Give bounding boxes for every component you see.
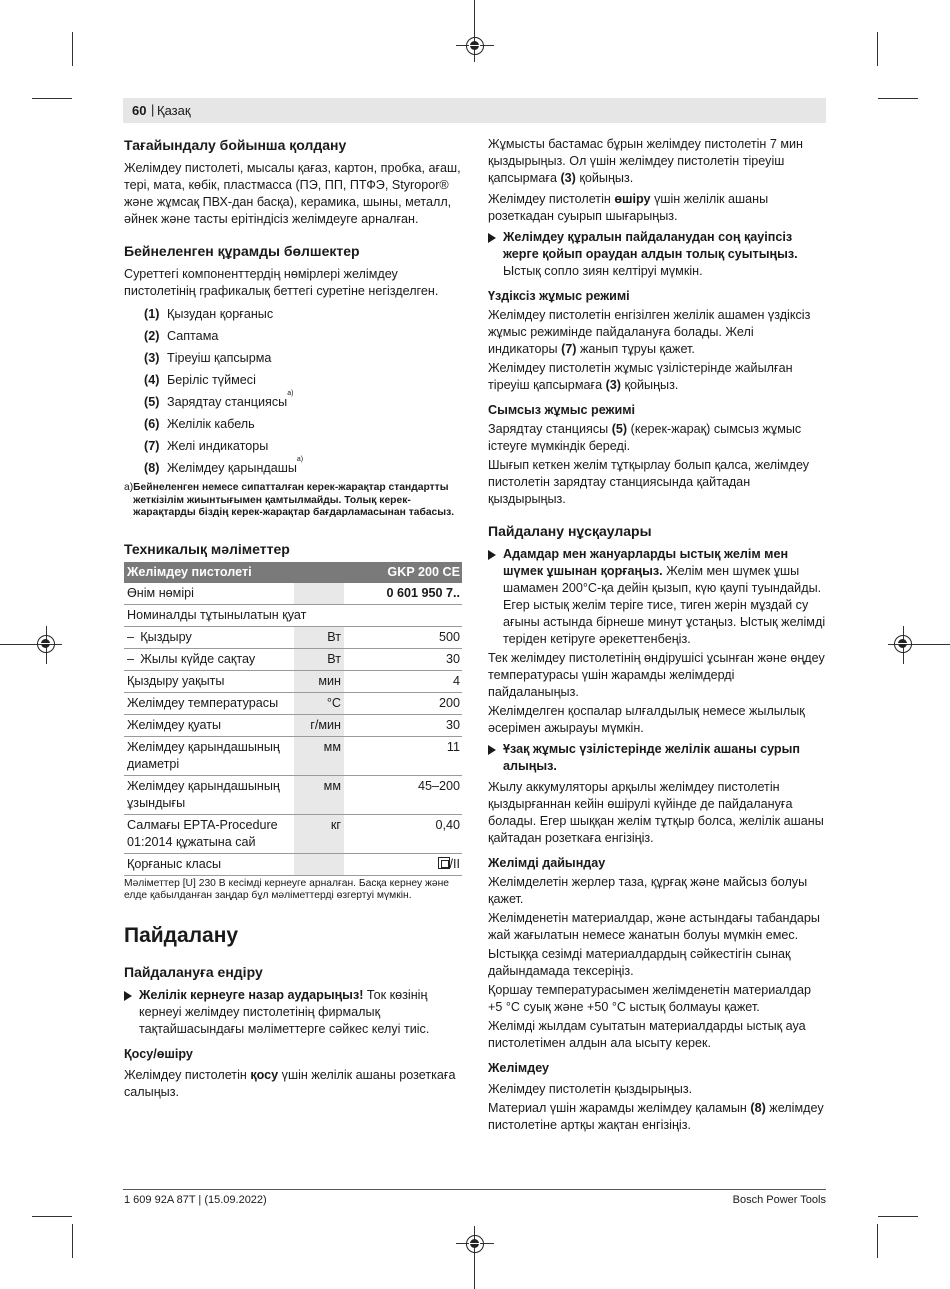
warning-triangle-icon bbox=[124, 991, 132, 1001]
list-item: (4) Беріліс түймесі bbox=[144, 373, 256, 387]
instructions-text-3: Жылу аккумуляторы арқылы желімдеу пистолетін қыздырғаннан кейін өшірулі күйінде де пайдалануға болады. Егер шыққан желім тұтқыр болса, желілік ашаны қайтадан розеткаға енгізіңіз. bbox=[488, 780, 824, 845]
wireless-text-1: Зарядтау станциясы (5) (керек-жарақ) сымсыз жұмыс істеуге мүмкіндік береді. bbox=[488, 422, 802, 453]
table-row: Желімдеу қарындашының диаметрі мм 11 bbox=[124, 736, 462, 775]
table-row: Желімдеу температурасы °C 200 bbox=[124, 692, 462, 714]
list-item: (6) Желілік кабель bbox=[144, 417, 255, 431]
components-footnote: a) Бейнеленген немесе сипатталған керек-жарақтар стандартты жеткізілім жиынтығымен қамтылмайды. Толық керек-жарақтарды біздің керек-жарақтар бағдарламасынан табасыз. bbox=[124, 482, 455, 518]
warning-triangle-icon bbox=[488, 233, 496, 243]
footer-rule bbox=[123, 1189, 826, 1190]
components-title: Бейнеленген құрамды бөлшектер bbox=[124, 243, 360, 259]
header-language: Қазақ bbox=[157, 103, 191, 118]
registration-mark-bottom bbox=[466, 1235, 484, 1253]
unplug-warning: Ұзақ жұмыс үзілістерінде желілік ашаны сурып алыңыз. bbox=[488, 741, 826, 775]
warning-triangle-icon bbox=[488, 745, 496, 755]
tech-note: Мәліметтер [U] 230 В кесімді кернеуге арналған. Басқа кернеу және елде қабылданған заңдар бұл мәліметтерді өзгертуі мүмкін. bbox=[124, 877, 450, 901]
onoff-text: Желімдеу пистолетін қосу үшін желілік ашаны розеткаға салыңыз. bbox=[124, 1067, 456, 1099]
table-row: Қыздыру уақыты мин 4 bbox=[124, 670, 462, 692]
list-item: (3) Тіреуіш қапсырма bbox=[144, 351, 272, 365]
table-row: – Қыздыру Вт 500 bbox=[124, 626, 462, 648]
purpose-text: Желімдеу пистолеті, мысалы қағаз, картон, пробка, ағаш, тері, мата, көбік, пластмасса (ПЭ, ПП, ПТФЭ, Styropor® және жұмсақ ПВХ-дан басқа), керамика, шыны, металл, әйнек және тасты ерітіндісіз желімдеуге арналған. bbox=[124, 161, 461, 226]
tech-table bbox=[124, 562, 462, 876]
table-row: – Жылы күйде сақтау Вт 30 bbox=[124, 648, 462, 670]
list-item: (5) Зарядтау станциясы a) bbox=[144, 390, 294, 409]
page-number: 60 bbox=[132, 103, 147, 118]
header-separator: | bbox=[151, 102, 155, 117]
preheat-text: Жұмысты бастамас бұрын желімдеу пистолетін 7 мин қыздырыңыз. Ол үшін желімдеу пистолетін тіреуіш қапсырмаға (3) қойыңыз. bbox=[488, 137, 804, 185]
cooling-warning: Желімдеу құралын пайдаланудан соң қауіпсіз жерге қойып ораудан алдын толық суытыңыз. Ыстық сопло зиян келтіруі мүмкін. bbox=[488, 229, 826, 280]
list-item: (2) Саптама bbox=[144, 329, 219, 343]
usage-title: Пайдалану bbox=[124, 923, 239, 947]
footer-brand: Bosch Power Tools bbox=[732, 1194, 826, 1206]
list-item: (1) Қызудан қорғаныс bbox=[144, 307, 274, 321]
table-row: Номиналды тұтынылатын қуат bbox=[124, 604, 462, 626]
list-item: (7) Желі индикаторы bbox=[144, 439, 269, 453]
continuous-title: Үздіксіз жұмыс режимі bbox=[488, 289, 630, 303]
gluing-text-1: Желімдеу пистолетін қыздырыңыз. bbox=[488, 1082, 693, 1096]
footer-doc-id: 1 609 92A 87T | (15.09.2022) bbox=[124, 1194, 267, 1206]
table-row: Салмағы EPTA-Procedure 01:2014 құжатына сай кг 0,40 bbox=[124, 814, 462, 853]
wireless-text-2: Шығып кеткен желім тұтқырлау болып қалса, желімдеу пистолетін зарядтау станциясында қайтадан қыздырыңыз. bbox=[488, 458, 810, 506]
registration-mark-left bbox=[37, 635, 55, 653]
table-row: Желімдеу қарындашының ұзындығы мм 45–200 bbox=[124, 775, 462, 814]
wireless-title: Сымсыз жұмыс режимі bbox=[488, 403, 636, 417]
start-title: Пайдалануға ендіру bbox=[124, 963, 263, 980]
tech-title: Техникалық мәліметтер bbox=[124, 540, 290, 557]
components-list bbox=[144, 306, 464, 482]
warning-triangle-icon bbox=[488, 550, 496, 560]
components-intro: Суреттегі компоненттердің нөмірлері желімдеу пистолетінің графикалық беттегі суретіне негізделген. bbox=[124, 267, 439, 298]
table-row: Қорғаныс класы /II bbox=[124, 853, 462, 875]
prep-text-1: Желімделетін жерлер таза, құрғақ және майсыз болуы қажет. bbox=[488, 875, 808, 906]
table-row: Желімдеу қуаты г/мин 30 bbox=[124, 714, 462, 736]
registration-mark-top bbox=[466, 37, 484, 55]
prep-title: Желімді дайындау bbox=[488, 856, 606, 870]
purpose-title: Тағайындалу бойынша қолдану bbox=[124, 137, 347, 153]
table-header-row: Желімдеу пистолеті GKP 200 CE bbox=[124, 562, 462, 583]
protection-class-icon bbox=[438, 857, 450, 869]
prep-text-3: Ыстыққа сезімді материалдардың сәйкестігін сынақ дайындамада тексеріңіз. bbox=[488, 947, 791, 978]
voltage-warning: Желілік кернеуге назар аударыңыз! Ток көзінің кернеуі желімдеу пистолетінің фирмалық тақтайшасындағы мәліметтерге сәйкес келуі тиіс. bbox=[124, 987, 464, 1038]
continuous-text-2: Желімдеу пистолетін жұмыс үзілістерінде жайылған тіреуіш қапсырмаға (3) қойыңыз. bbox=[488, 361, 793, 392]
burn-warning: Адамдар мен жануарларды ыстық желім мен шүмек ұшынан қорғаңыз. Желім мен шүмек ұшы шамамен 200°C-қа дейін қызып, күю қаупі туындайды. Егер ыстық желім теріге тисе, тиген жерін мұздай су ағыны астында бірнеше минут ұстаңыз. Ыстық желімді теріден кетіруге әрекеттенбеңіз. bbox=[488, 546, 826, 648]
page-header bbox=[123, 98, 826, 123]
prep-text-2: Желімденетін материалдар, және астындағы табандары жай жағылатын немесе жанатын болуы мүмкін емес. bbox=[488, 911, 820, 942]
prep-text-4: Қоршау температурасымен желімденетін материалдар +5 °C суық және +50 °C ыстық болмауы қажет. bbox=[488, 983, 811, 1014]
continuous-text-1: Желімдеу пистолетін енгізілген желілік ашамен үздіксіз жұмыс режимінде пайдалануға болады. Желі индикаторы (7) жанып тұруы қажет. bbox=[488, 308, 811, 356]
prep-text-5: Желімді жылдам суытатын материалдарды ыстық ауа пистолетімен алдын ала ысыту керек. bbox=[488, 1019, 806, 1050]
gluing-text-2: Материал үшін жарамды желімдеу қаламын (8) желімдеу пистолетіне артқы жақтан енгізіңіз. bbox=[488, 1101, 824, 1132]
list-item: (8) Желімдеу қарындашы a) bbox=[144, 456, 304, 475]
right-column bbox=[488, 136, 826, 1134]
instructions-text-2: Желімделген қоспалар ылғалдылық немесе жылылық әсерімен ажырауы мүмкін. bbox=[488, 704, 805, 735]
left-column bbox=[124, 136, 464, 1101]
gluing-title: Желімдеу bbox=[488, 1061, 550, 1075]
registration-mark-right bbox=[894, 635, 912, 653]
onoff-title: Қосу/өшіру bbox=[124, 1046, 193, 1061]
instructions-title: Пайдалану нұсқаулары bbox=[488, 523, 652, 539]
table-row: Өнім нөмірі 0 601 950 7.. bbox=[124, 583, 462, 605]
switch-off-text: Желімдеу пистолетін өшіру үшін желілік ашаны розеткадан суырып шығарыңыз. bbox=[488, 192, 769, 223]
instructions-text-1: Тек желімдеу пистолетінің өндірушісі ұсынған және өңдеу температурасы үшін жарамды желімдерді пайдаланыңыз. bbox=[488, 651, 825, 699]
